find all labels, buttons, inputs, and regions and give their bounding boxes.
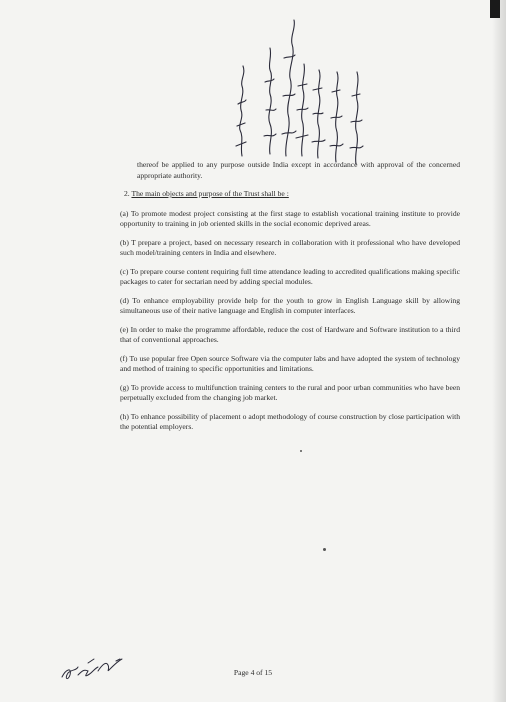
item-text: To promote modest project consisting at the first stage to establish vocational training institute to provide opportunity to training in job oriented skills in the social economic deprived areas. <box>120 208 460 228</box>
section-title: The main objects and purpose of the Trust shall be : <box>131 189 289 198</box>
list-item <box>120 412 460 433</box>
item-text: To use popular free Open source Software via the computer labs and have adopted the system of technology and method of training to specific opportunities and limitations. <box>120 353 461 373</box>
page-number: Page 4 of 15 <box>233 668 273 677</box>
signatures-handwritten <box>200 6 380 166</box>
item-text: In order to make the programme affordable, reduce the cost of Hardware and Software institution to a third that of conventional approaches. <box>120 324 460 344</box>
item-label: (a) <box>120 208 129 218</box>
scan-speck <box>323 548 326 551</box>
list-item <box>120 267 460 288</box>
list-item <box>120 296 460 317</box>
scan-corner-mark <box>490 0 500 18</box>
list-item <box>120 325 460 346</box>
item-text: T prepare a project, based on necessary research in collaboration with it professional who have developed such model/training centers in India and elsewhere. <box>120 237 460 257</box>
scan-edge-shadow <box>492 0 506 702</box>
section-heading <box>120 189 460 200</box>
page-footer <box>0 668 506 677</box>
document-body <box>120 160 460 441</box>
intro-paragraph: thereof be applied to any purpose outside India except in accordance with approval of the concerned appropriate authority. <box>137 160 460 180</box>
item-text: To enhance possibility of placement o adopt methodology of course construction by close participation with the potential employers. <box>120 411 461 431</box>
item-label: (h) <box>120 411 129 421</box>
item-label: (g) <box>120 382 129 392</box>
item-label: (b) <box>120 237 129 247</box>
item-label: (c) <box>120 266 129 276</box>
list-item <box>120 383 460 404</box>
list-item <box>120 354 460 375</box>
section-number: 2. <box>124 189 130 198</box>
item-label: (d) <box>120 295 129 305</box>
list-item <box>120 209 460 230</box>
item-text: To provide access to multifunction training centers to the rural and poor urban communities who have been perpetually excluded from the changing job market. <box>120 382 460 402</box>
item-label: (e) <box>120 324 129 334</box>
item-label: (f) <box>120 353 128 363</box>
item-text: To enhance employability provide help for the youth to grow in English Language skill by allowing simultaneous use of their native language and English in computer interfaces. <box>120 295 460 315</box>
scan-speck <box>300 450 302 452</box>
item-text: To prepare course content requiring full time attendance leading to accredited qualifications making specific packages to cater for sectarian need by adding special modules. <box>120 266 461 286</box>
list-item <box>120 238 460 259</box>
